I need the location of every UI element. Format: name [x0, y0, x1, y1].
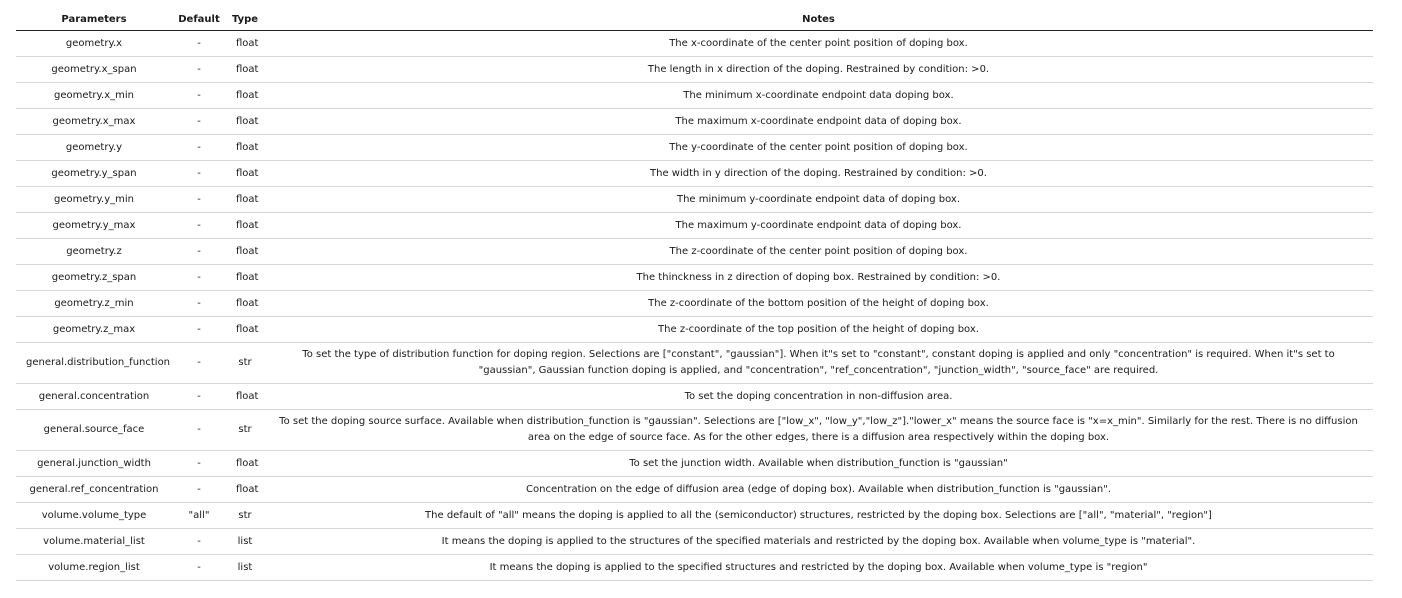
table-row — [16, 529, 1373, 555]
cell-type: str — [226, 503, 264, 529]
table-row — [16, 265, 1373, 291]
cell-notes: The z-coordinate of the bottom position of the height of doping box. — [264, 291, 1373, 317]
cell-notes: The length in x direction of the doping. Restrained by condition: >0. — [264, 57, 1373, 83]
cell-param: volume.volume_type — [16, 503, 172, 529]
table-row — [16, 83, 1373, 109]
cell-type: float — [226, 57, 264, 83]
header-parameters: Parameters — [16, 8, 172, 31]
parameters-table-container — [16, 8, 1373, 581]
table-row — [16, 239, 1373, 265]
table-row — [16, 135, 1373, 161]
cell-default: - — [172, 187, 226, 213]
table-row — [16, 161, 1373, 187]
table-row — [16, 343, 1373, 384]
cell-param: geometry.y_min — [16, 187, 172, 213]
cell-param: geometry.z_span — [16, 265, 172, 291]
cell-type: list — [226, 555, 264, 581]
table-row — [16, 451, 1373, 477]
cell-notes: The minimum x-coordinate endpoint data doping box. — [264, 83, 1373, 109]
table-row — [16, 503, 1373, 529]
cell-type: float — [226, 213, 264, 239]
table-row — [16, 31, 1373, 57]
cell-notes: The maximum x-coordinate endpoint data of doping box. — [264, 109, 1373, 135]
cell-type: float — [226, 31, 264, 57]
cell-type: float — [226, 451, 264, 477]
cell-param: geometry.x_span — [16, 57, 172, 83]
cell-default: - — [172, 343, 226, 384]
cell-default: - — [172, 31, 226, 57]
cell-default: - — [172, 83, 226, 109]
cell-type: float — [226, 317, 264, 343]
cell-default: - — [172, 265, 226, 291]
parameters-table — [16, 8, 1373, 581]
cell-type: float — [226, 477, 264, 503]
table-row — [16, 187, 1373, 213]
cell-notes: To set the doping concentration in non-diffusion area. — [264, 384, 1373, 410]
cell-type: float — [226, 135, 264, 161]
cell-param: general.concentration — [16, 384, 172, 410]
cell-default: - — [172, 384, 226, 410]
cell-notes: It means the doping is applied to the structures of the specified materials and restricted by the doping box. Available when volume_type is "material". — [264, 529, 1373, 555]
cell-default: - — [172, 109, 226, 135]
cell-default: "all" — [172, 503, 226, 529]
cell-default: - — [172, 477, 226, 503]
cell-type: str — [226, 343, 264, 384]
cell-notes: The z-coordinate of the center point position of doping box. — [264, 239, 1373, 265]
cell-param: general.ref_concentration — [16, 477, 172, 503]
cell-notes: The thinckness in z direction of doping box. Restrained by condition: >0. — [264, 265, 1373, 291]
cell-notes: The width in y direction of the doping. Restrained by condition: >0. — [264, 161, 1373, 187]
table-row — [16, 317, 1373, 343]
cell-type: list — [226, 529, 264, 555]
cell-notes: To set the doping source surface. Available when distribution_function is "gaussian". Selections are ["low_x", "low_y","low_z"]."lower_x" means the source face is "x=x_min". Similarly for the rest. There is no diffusion area on the edge of source face. As for the other edges, there is a diffusion area respectively within the doping box. — [264, 410, 1373, 451]
cell-notes: The maximum y-coordinate endpoint data of doping box. — [264, 213, 1373, 239]
cell-notes: It means the doping is applied to the specified structures and restricted by the doping box. Available when volume_type is "region" — [264, 555, 1373, 581]
table-row — [16, 410, 1373, 451]
cell-param: geometry.x_min — [16, 83, 172, 109]
cell-type: float — [226, 161, 264, 187]
cell-default: - — [172, 451, 226, 477]
cell-notes: Concentration on the edge of diffusion area (edge of doping box). Available when distribution_function is "gaussian". — [264, 477, 1373, 503]
cell-type: str — [226, 410, 264, 451]
cell-type: float — [226, 83, 264, 109]
cell-param: geometry.z — [16, 239, 172, 265]
cell-notes: The x-coordinate of the center point position of doping box. — [264, 31, 1373, 57]
cell-type: float — [226, 265, 264, 291]
cell-param: general.junction_width — [16, 451, 172, 477]
cell-param: general.distribution_function — [16, 343, 172, 384]
table-row — [16, 109, 1373, 135]
cell-default: - — [172, 57, 226, 83]
table-header-row — [16, 8, 1373, 31]
cell-param: geometry.z_min — [16, 291, 172, 317]
table-row — [16, 291, 1373, 317]
cell-default: - — [172, 555, 226, 581]
cell-param: geometry.y_max — [16, 213, 172, 239]
cell-default: - — [172, 291, 226, 317]
cell-type: float — [226, 384, 264, 410]
cell-default: - — [172, 410, 226, 451]
cell-type: float — [226, 239, 264, 265]
cell-param: geometry.x_max — [16, 109, 172, 135]
cell-param: geometry.y_span — [16, 161, 172, 187]
cell-default: - — [172, 135, 226, 161]
cell-type: float — [226, 109, 264, 135]
cell-param: general.source_face — [16, 410, 172, 451]
cell-param: geometry.z_max — [16, 317, 172, 343]
cell-param: volume.region_list — [16, 555, 172, 581]
cell-default: - — [172, 161, 226, 187]
cell-default: - — [172, 239, 226, 265]
cell-type: float — [226, 187, 264, 213]
table-row — [16, 57, 1373, 83]
cell-notes: The z-coordinate of the top position of the height of doping box. — [264, 317, 1373, 343]
cell-default: - — [172, 213, 226, 239]
cell-param: geometry.y — [16, 135, 172, 161]
cell-notes: The minimum y-coordinate endpoint data of doping box. — [264, 187, 1373, 213]
header-notes: Notes — [264, 8, 1373, 31]
header-type: Type — [226, 8, 264, 31]
cell-default: - — [172, 317, 226, 343]
cell-default: - — [172, 529, 226, 555]
cell-type: float — [226, 291, 264, 317]
table-row — [16, 384, 1373, 410]
table-row — [16, 213, 1373, 239]
header-default: Default — [172, 8, 226, 31]
cell-notes: To set the junction width. Available when distribution_function is "gaussian" — [264, 451, 1373, 477]
cell-notes: The default of "all" means the doping is applied to all the (semiconductor) structures, restricted by the doping box. Selections are ["all", "material", "region"] — [264, 503, 1373, 529]
table-row — [16, 555, 1373, 581]
cell-param: geometry.x — [16, 31, 172, 57]
cell-param: volume.material_list — [16, 529, 172, 555]
cell-notes: The y-coordinate of the center point position of doping box. — [264, 135, 1373, 161]
cell-notes: To set the type of distribution function for doping region. Selections are ["constant", "gaussian"]. When it"s set to "constant", constant doping is applied and only "concentration" is required. When it"s set to "gaussian", Gaussian function doping is applied, and "concentration", "ref_concentration", "junction_width", "source_face" are required. — [264, 343, 1373, 384]
table-row — [16, 477, 1373, 503]
